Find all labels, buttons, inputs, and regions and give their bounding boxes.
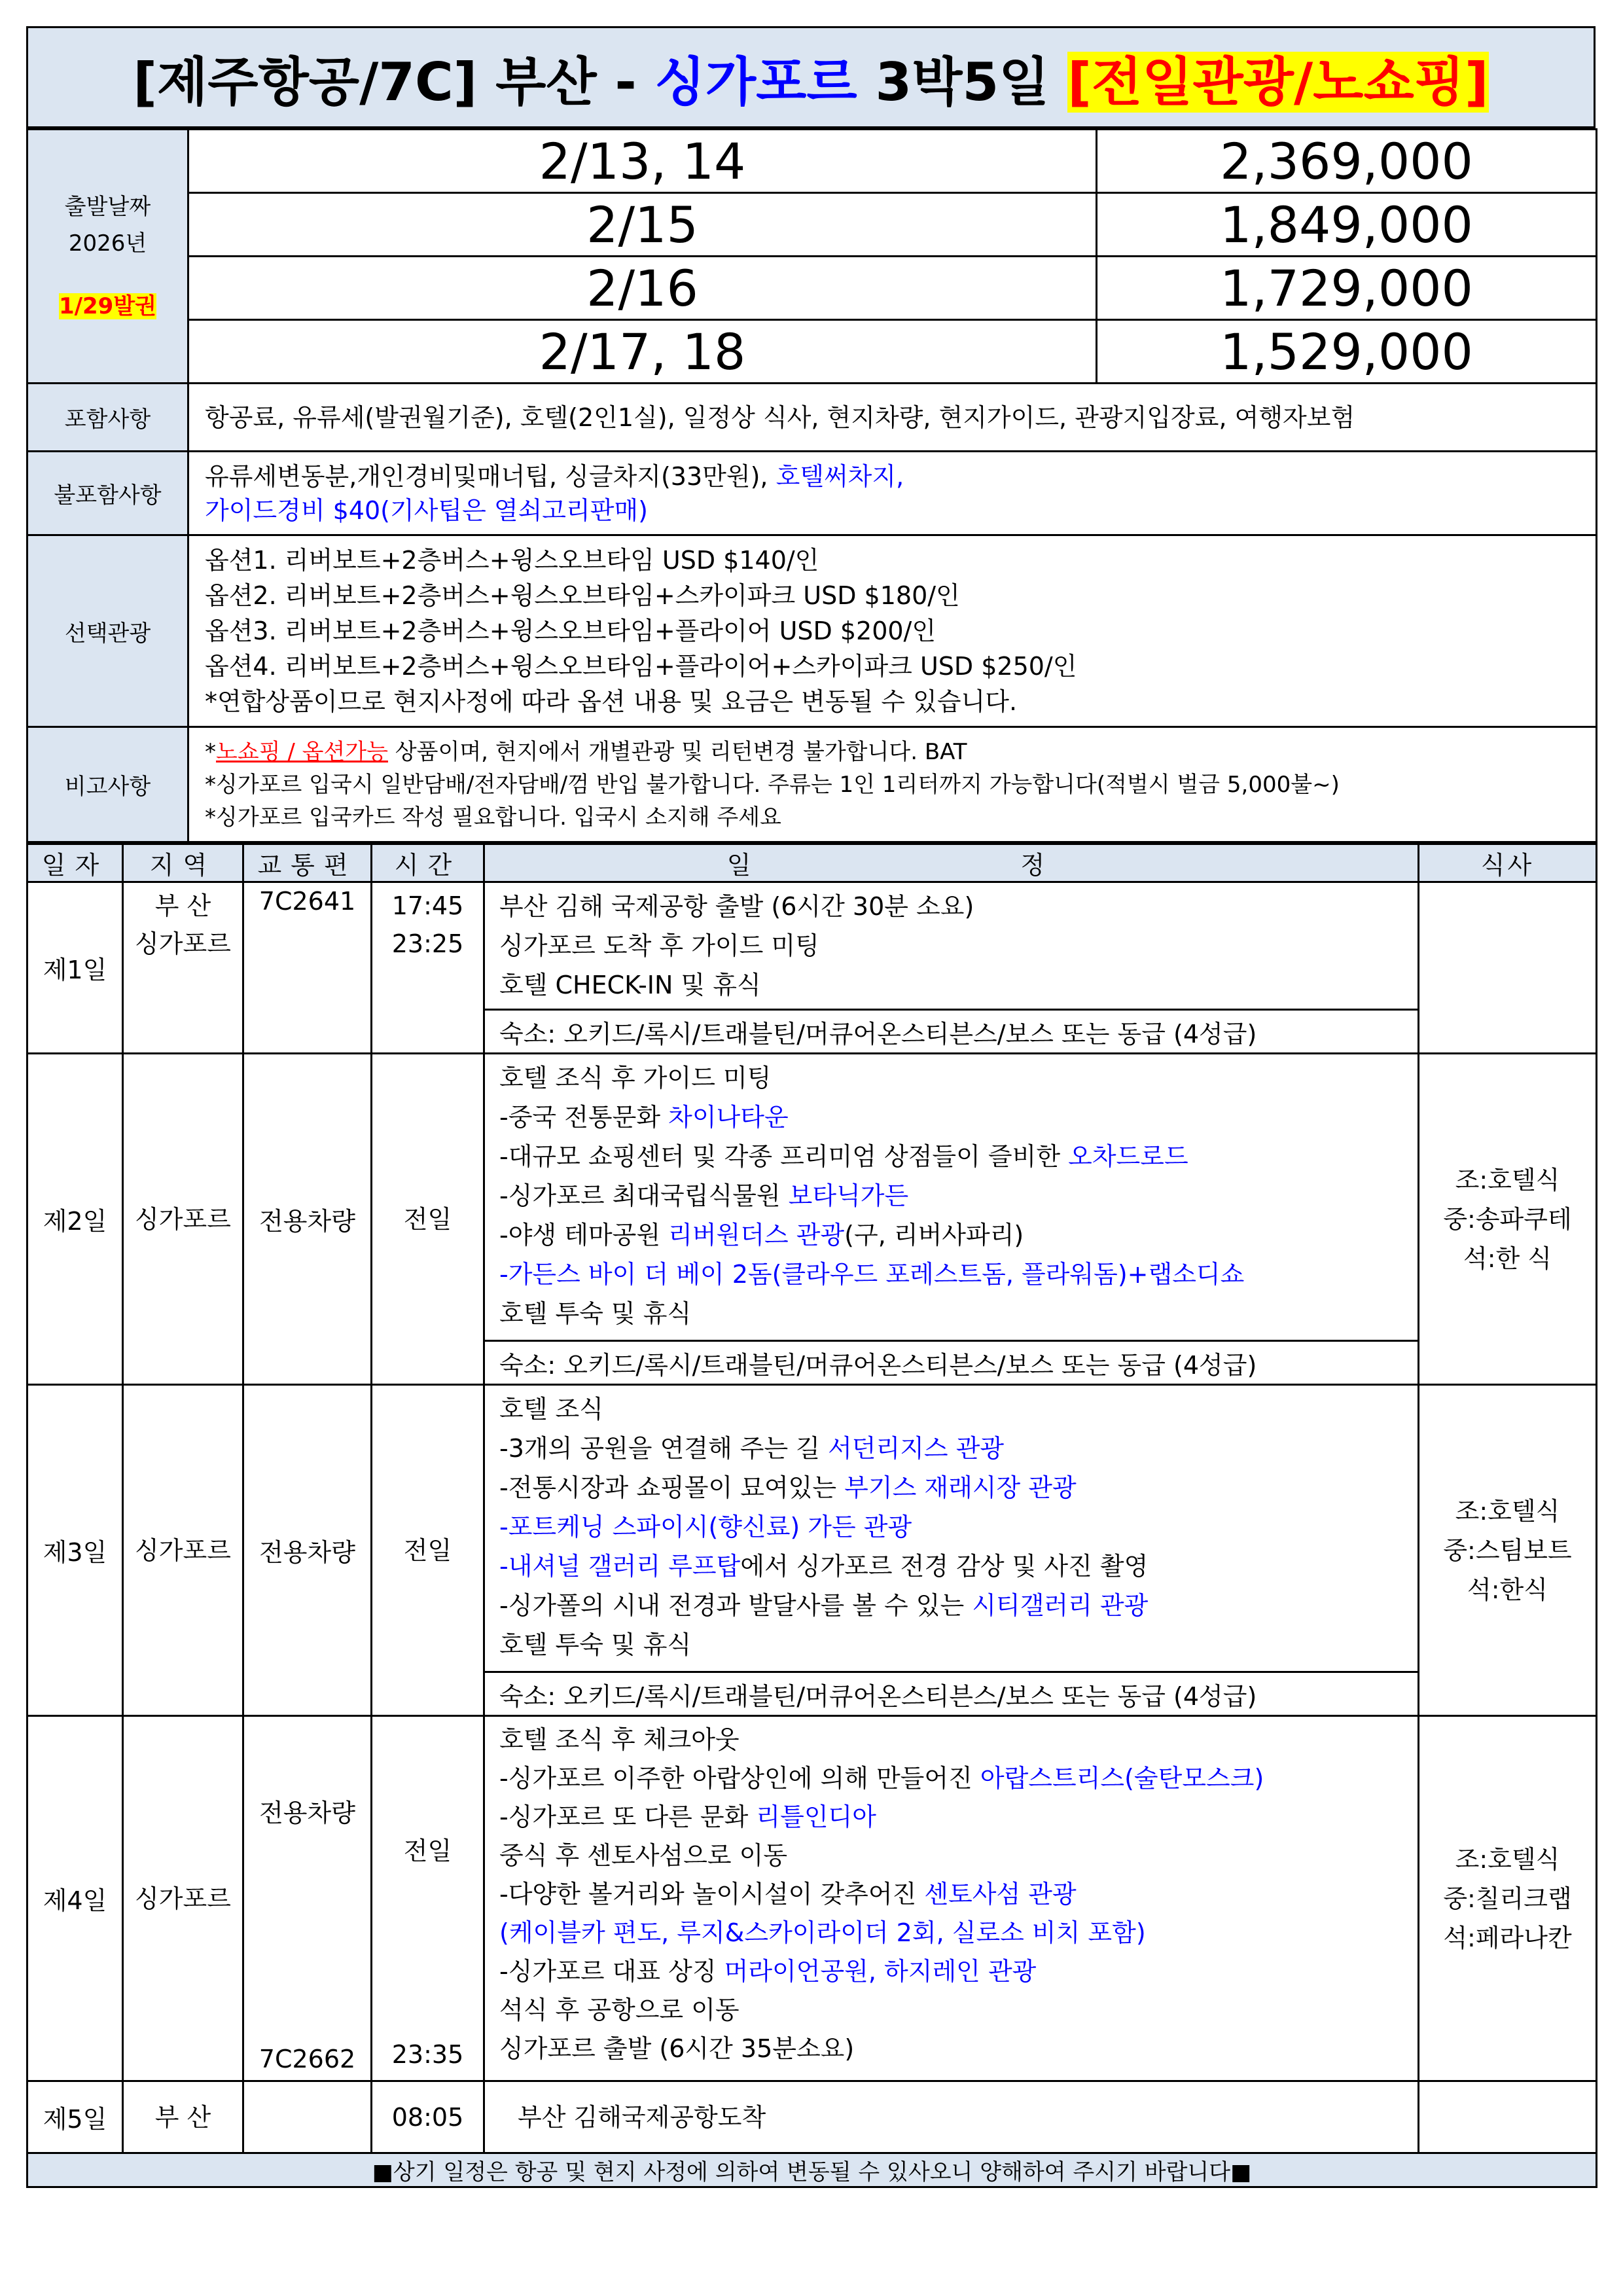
departure-year: 2026년 xyxy=(68,230,147,257)
info-table xyxy=(26,128,1597,843)
schedule-line: -가든스 바이 더 베이 2돔(클라우드 포레스트돔, 플라워돔)+랩소디쇼 xyxy=(499,1260,1245,1289)
hotel-info: 숙소: 오키드/록시/트래블틴/머큐어온스티븐스/보스 또는 동급 (4성급) xyxy=(485,1672,1418,1715)
remarks-label: 비고사항 xyxy=(27,727,188,842)
options-text xyxy=(188,535,1597,727)
schedule-line: -3개의 공원을 연결해 주는 길 서던리지스 관광 xyxy=(499,1434,1005,1463)
day-region: 부 산 싱가포르 xyxy=(123,882,243,1054)
remarks-text: *노쇼핑 / 옵션가능 상품이며, 현지에서 개별관광 및 리턴변경 불가합니다. BAT *싱가포르 입국시 일반담배/전자담배/껌 반입 불가합니다. 주류는 1인 1리터까지 가능합니다(적벌시 벌금 5,000불~) *싱가포르 입국카드 작성 필요합니다. 입국시 소지해 주세요 xyxy=(188,727,1597,842)
day-label: 제4일 xyxy=(27,1716,123,2081)
schedule-line: -중국 전통문화 차이나타운 xyxy=(499,1103,789,1132)
hotel-info: 숙소: 오키드/록시/트래블틴/머큐어온스티븐스/보스 또는 동급 (4성급) xyxy=(485,1341,1418,1384)
title-destination: 싱가포르 xyxy=(654,51,857,113)
day-schedule xyxy=(484,1054,1419,1385)
option-line: 옵션1. 리버보트+2층버스+윙스오브타임 USD $140/인 xyxy=(205,546,819,575)
day-schedule: 부산 김해국제공항도착 xyxy=(484,2081,1419,2153)
day-region: 싱가포르 xyxy=(123,1385,243,1716)
departure-date: 2/15 xyxy=(188,193,1097,257)
schedule-line: 싱가포르 출발 (6시간 35분소요) xyxy=(499,2034,855,2063)
schedule-line: 호텔 투숙 및 휴식 xyxy=(499,1630,692,1659)
schedule-table xyxy=(26,843,1597,2188)
flight-number: 7C2662 xyxy=(259,2045,356,2073)
day-time: 17:45 23:25 xyxy=(372,882,484,1054)
day-transport xyxy=(243,2081,372,2153)
title-prefix: [제주항공/7C] 부산 - xyxy=(133,51,655,113)
included-text: 항공료, 유류세(발권월기준), 호텔(2인1실), 일정상 식사, 현지차량, 현지가이드, 관광지입장료, 여행자보험 xyxy=(188,384,1597,452)
departure-price: 1,529,000 xyxy=(1097,320,1597,384)
day-transport: 전용차량 xyxy=(243,1054,372,1385)
schedule-line: -싱가포르 이주한 아랍상인에 의해 만들어진 아랍스트리스(술탄모스크) xyxy=(499,1764,1264,1793)
departure-date: 2/13, 14 xyxy=(188,130,1097,193)
option-line: 옵션2. 리버보트+2층버스+윙스오브타임+스카이파크 USD $180/인 xyxy=(205,581,960,610)
departure-price: 1,849,000 xyxy=(1097,193,1597,257)
day-transport: 전용차량 xyxy=(243,1385,372,1716)
day-meals xyxy=(1419,882,1597,1054)
day-region: 싱가포르 xyxy=(123,1054,243,1385)
departure-date: 2/17, 18 xyxy=(188,320,1097,384)
schedule-line: 호텔 조식 xyxy=(499,1395,603,1424)
footer-notice: ■상기 일정은 항공 및 현지 사정에 의하여 변동될 수 있사오니 양해하여 주시기 바랍니다■ xyxy=(27,2153,1597,2187)
day-label: 제3일 xyxy=(27,1385,123,1716)
schedule-line: 호텔 조식 후 가이드 미팅 xyxy=(499,1064,772,1092)
schedule-line: 중식 후 센토사섬으로 이동 xyxy=(499,1841,788,1870)
day-meals: 조:호텔식 중:스팀보트 석:한식 xyxy=(1419,1385,1597,1716)
hotel-info: 숙소: 오키드/록시/트래블틴/머큐어온스티븐스/보스 또는 동급 (4성급) xyxy=(485,1010,1418,1053)
schedule-line: 호텔 CHECK-IN 및 휴식 xyxy=(499,971,761,999)
schedule-line: 호텔 조식 후 체크아웃 xyxy=(499,1725,740,1754)
itinerary-sheet xyxy=(26,26,1596,2188)
col-transport: 교통편 xyxy=(243,844,372,882)
ticketing-deadline: 1/29발권 xyxy=(58,293,157,319)
title-duration: 3박5일 xyxy=(857,51,1068,113)
schedule-line: -싱가포르 또 다른 문화 리틀인디아 xyxy=(499,1803,876,1831)
page-title xyxy=(27,27,1595,128)
col-day: 일자 xyxy=(27,844,123,882)
day-region: 부 산 xyxy=(123,2081,243,2153)
schedule-line: 싱가포르 도착 후 가이드 미팅 xyxy=(499,931,819,960)
schedule-line: 석식 후 공항으로 이동 xyxy=(499,1996,740,2024)
schedule-line: -야생 테마공원 리버원더스 관광(구, 리버사파리) xyxy=(499,1221,1024,1249)
excluded-label: 불포함사항 xyxy=(27,452,188,535)
col-meal: 식사 xyxy=(1419,844,1597,882)
schedule-line: -전통시장과 쇼핑몰이 묘여있는 부기스 재래시장 관광 xyxy=(499,1473,1077,1502)
included-label: 포함사항 xyxy=(27,384,188,452)
schedule-line: -싱가포르 대표 상징 머라이언공원, 하지레인 관광 xyxy=(499,1957,1037,1986)
schedule-line: -다양한 볼거리와 놀이시설이 갖추어진 센토사섬 관광 xyxy=(499,1880,1077,1909)
schedule-line: 부산 김해 국제공항 출발 (6시간 30분 소요) xyxy=(499,892,974,921)
day-meals: 조:호텔식 중:칠리크랩 석:페라나칸 xyxy=(1419,1716,1597,2081)
day-schedule xyxy=(484,1385,1419,1716)
day-time: 08:05 xyxy=(372,2081,484,2153)
day-time: 전일 23:35 xyxy=(372,1716,484,2081)
day-label: 제2일 xyxy=(27,1054,123,1385)
schedule-line: -대규모 쇼핑센터 및 각종 프리미엄 상점들이 즐비한 오차드로드 xyxy=(499,1142,1188,1171)
option-line: 옵션4. 리버보트+2층버스+윙스오브타임+플라이어+스카이파크 USD $250/인 xyxy=(205,652,1077,681)
departure-label-cell xyxy=(27,130,188,384)
day-transport: 전용차량 7C2662 xyxy=(243,1716,372,2081)
flight-number: 7C2641 xyxy=(243,882,372,1054)
schedule-line: 호텔 투숙 및 휴식 xyxy=(499,1299,692,1328)
departure-date: 2/16 xyxy=(188,257,1097,320)
col-time: 시간 xyxy=(372,844,484,882)
col-schedule: 일 정 xyxy=(484,844,1419,882)
day-time: 전일 xyxy=(372,1054,484,1385)
option-note: *연합상품이므로 현지사정에 따라 옵션 내용 및 요금은 변동될 수 있습니다. xyxy=(205,687,1018,716)
title-highlight-badge: [전일관광/노쇼핑] xyxy=(1067,51,1489,113)
schedule-line: -싱가포르 최대국립식물원 보타닉가든 xyxy=(499,1181,909,1210)
schedule-line: -싱가폴의 시내 전경과 발달사를 볼 수 있는 시티갤러리 관광 xyxy=(499,1591,1149,1620)
title-table xyxy=(26,26,1596,128)
options-label: 선택관광 xyxy=(27,535,188,727)
excluded-text: 유류세변동분,개인경비및매너팁, 싱글차지(33만원), 호텔써차지, 가이드경비 $40(기사팁은 열쇠고리판매) xyxy=(188,452,1597,535)
schedule-line: (케이블카 편도, 루지&스카이라이더 2회, 실로소 비치 포함) xyxy=(499,1918,1146,1947)
day-schedule xyxy=(484,1716,1419,2081)
day-region: 싱가포르 xyxy=(123,1716,243,2081)
schedule-line: -내셔널 갤러리 루프탑에서 싱가포르 전경 감상 및 사진 촬영 xyxy=(499,1552,1149,1581)
schedule-line: -포트케닝 스파이시(향신료) 가든 관광 xyxy=(499,1513,912,1541)
day-label: 제1일 xyxy=(27,882,123,1054)
col-region: 지역 xyxy=(123,844,243,882)
day-meals xyxy=(1419,2081,1597,2153)
day-label: 제5일 xyxy=(27,2081,123,2153)
day-time: 전일 xyxy=(372,1385,484,1716)
departure-price: 1,729,000 xyxy=(1097,257,1597,320)
day-meals: 조:호텔식 중:송파쿠테 석:한 식 xyxy=(1419,1054,1597,1385)
departure-label: 출발날짜 xyxy=(64,193,151,220)
day-schedule xyxy=(484,882,1419,1054)
departure-price: 2,369,000 xyxy=(1097,130,1597,193)
option-line: 옵션3. 리버보트+2층버스+윙스오브타임+플라이어 USD $200/인 xyxy=(205,617,936,645)
